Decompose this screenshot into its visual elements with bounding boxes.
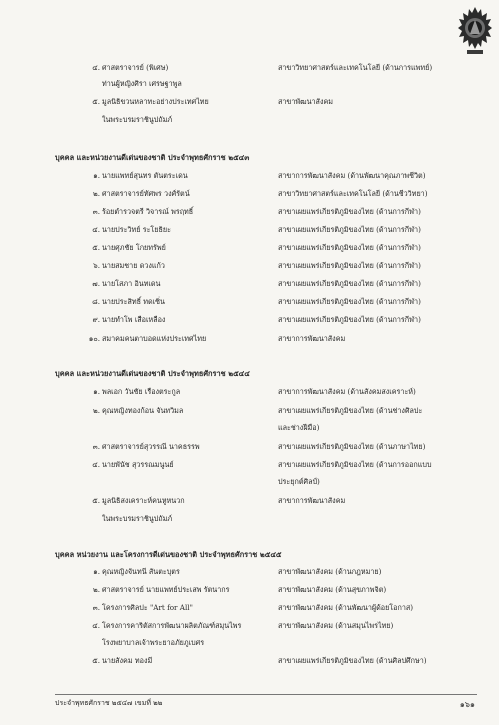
item-category: สาขาพัฒนาสังคม (ด้านสุขภาพจิต) <box>278 585 387 594</box>
item-category: สาขาการพัฒนาสังคม <box>278 334 346 343</box>
item-category: สาขาการพัฒนาสังคม (ด้านสังคมสงเคราะห์) <box>278 387 416 396</box>
item-name: นายประวิทย์ ระโยธิยะ <box>102 225 171 234</box>
seal-emblem-icon <box>457 6 493 56</box>
item-name: มูลนิธิสงเคราะห์คนหูหนวก <box>102 496 185 505</box>
item-category: สาขาเผยแพร่เกียรติภูมิของไทย (ด้านการกีฬา) <box>278 207 421 216</box>
item-number: ๕. <box>92 97 100 106</box>
item-name: นายประสิทธิ์ ทดเซิ่น <box>102 297 165 306</box>
item-category: สาขาการพัฒนาสังคม (ด้านพัฒนาคุณภาพชีวิต) <box>278 171 426 180</box>
item-number: ๒. <box>92 189 100 198</box>
item-number: ๕. <box>92 243 100 252</box>
item-name: นายศุภชัย โกยทรัพย์ <box>102 243 166 252</box>
item-category: สาขาเผยแพร่เกียรติภูมิของไทย (ด้านการกีฬา) <box>278 297 421 306</box>
item-name: ในพระบรมราชินูปถัมภ์ <box>102 514 173 523</box>
item-category: สาขาเผยแพร่เกียรติภูมิของไทย (ด้านการกีฬา) <box>278 261 421 270</box>
section-heading: บุคคล และหน่วยงานดีเด่นของชาติ ประจำพุทธศักราช ๒๕๔๔ <box>55 369 250 378</box>
item-number: ๑. <box>93 387 100 396</box>
item-name: นายทำโพ เสือเหลือง <box>102 315 166 324</box>
item-category: สาขาเผยแพร่เกียรติภูมิของไทย (ด้านภาษาไทย) <box>278 442 426 451</box>
item-category: สาขาเผยแพร่เกียรติภูมิของไทย (ด้านการกีฬา) <box>278 315 421 324</box>
item-name: คุณหญิงทองก้อน จันทวิมล <box>102 406 184 415</box>
item-name: นายแพทย์สุนทร ตันตระเดน <box>102 171 188 180</box>
item-number: ๔. <box>92 63 100 72</box>
item-name: ศาสตราจารย์ (พิเศษ) <box>102 63 169 72</box>
item-number: ๓. <box>92 207 100 216</box>
item-number: ๔. <box>92 460 100 469</box>
item-category: สาขาการพัฒนาสังคม <box>278 496 346 505</box>
item-number: ๒. <box>92 406 100 415</box>
item-number: ๔. <box>92 225 100 234</box>
item-category: สาขาเผยแพร่เกียรติภูมิของไทย (ด้านการออกแบบ <box>278 460 432 469</box>
item-number: ๙. <box>92 315 100 324</box>
item-name: นายสมชาย ดวงแก้ว <box>102 261 165 270</box>
item-name: ศาสตราจารย์ทัศพร วงศ์รัตน์ <box>102 189 190 198</box>
item-category: สาขาพัฒนาสังคม <box>278 97 333 106</box>
item-category: ประยุกต์ศิลป์) <box>278 477 320 486</box>
item-number: ๑. <box>93 171 100 180</box>
item-number: ๖. <box>93 261 100 270</box>
item-category: สาขาพัฒนาสังคม (ด้านสมุนไพรไทย) <box>278 621 394 630</box>
item-number: ๓. <box>92 442 100 451</box>
item-category: สาขาวิทยาศาสตร์และเทคโนโลยี (ด้านการแพทย์) <box>278 63 433 72</box>
item-name: โครงการศิลปะ "Art for All" <box>102 603 193 612</box>
item-name: โครงการคาริตัสการพัฒนาผลิตภัณฑ์สมุนไพร <box>102 621 242 630</box>
item-name: โรงพยาบาลเจ้าพระยาอภัยภูเบศร <box>102 638 205 647</box>
item-name: พลเอก วันชัย เรืองตระกูล <box>102 387 181 396</box>
item-category: สาขาเผยแพร่เกียรติภูมิของไทย (ด้านศิลปศึกษา) <box>278 656 427 665</box>
item-number: ๗. <box>92 279 100 288</box>
item-category: และช่างฝีมือ) <box>278 423 320 432</box>
item-category: สาขาวิทยาศาสตร์และเทคโนโลยี (ด้านชีววิทยา) <box>278 189 428 198</box>
item-number: ๔. <box>92 621 100 630</box>
section-heading: บุคคล และหน่วยงานดีเด่นของชาติ ประจำพุทธศักราช ๒๕๔๓ <box>55 153 250 162</box>
item-name: ท่านผู้หญิงศิรา เศรษฐาพูล <box>102 79 182 88</box>
item-name: ศาสตราจารย์สุวรรณี นาคธรรพ <box>102 442 200 451</box>
item-number: ๘. <box>92 297 100 306</box>
page-number: ๑๖๑ <box>459 700 475 709</box>
item-name: คุณหญิงจันทนี สันตะบุตร <box>102 567 180 576</box>
item-number: ๕. <box>92 656 100 665</box>
section-heading: บุคคล หน่วยงาน และโครงการดีเด่นของชาติ ประจำพุทธศักราช ๒๕๔๕ <box>55 550 282 559</box>
item-category: สาขาเผยแพร่เกียรติภูมิของไทย (ด้านการกีฬา) <box>278 243 421 252</box>
item-category: สาขาเผยแพร่เกียรติภูมิของไทย (ด้านช่างศิลปะ <box>278 406 423 415</box>
item-category: สาขาเผยแพร่เกียรติภูมิของไทย (ด้านการกีฬา) <box>278 279 421 288</box>
item-name: ศาสตราจารย์ นายแพทย์ประเสพ รัตนากร <box>102 585 230 594</box>
item-number: ๕. <box>92 496 100 505</box>
item-number: ๓. <box>92 603 100 612</box>
item-category: สาขาเผยแพร่เกียรติภูมิของไทย (ด้านการกีฬา) <box>278 225 421 234</box>
item-category: สาขาพัฒนาสังคม (ด้านพัฒนาผู้ด้อยโอกาส) <box>278 603 414 612</box>
item-number: ๑. <box>93 567 100 576</box>
item-name: สมาคมคนตาบอดแห่งประเทศไทย <box>102 334 207 343</box>
footer-divider <box>55 694 477 695</box>
item-number: ๑๐. <box>88 334 100 343</box>
item-name: นายพันัช สุวรรณมนูนย์ <box>102 460 174 469</box>
item-name: ในพระบรมราชินูปถัมภ์ <box>102 115 173 124</box>
item-category: สาขาพัฒนาสังคม (ด้านกฎหมาย) <box>278 567 382 576</box>
item-name: นายสังคม ทองมี <box>102 656 153 665</box>
item-name: ร้อยตำรวจตรี วิจารณ์ พรฤทธิ์ <box>102 207 194 216</box>
item-name: มูลนิธิขวนหลาทะอย่างประเทศไทย <box>102 97 209 106</box>
item-name: นายโสภา อินทเดน <box>102 279 161 288</box>
item-number: ๒. <box>92 585 100 594</box>
footer-publication: ประจำพุทธศักราช ๒๕๔๗ เขมที่ ๒๒ <box>55 699 163 707</box>
